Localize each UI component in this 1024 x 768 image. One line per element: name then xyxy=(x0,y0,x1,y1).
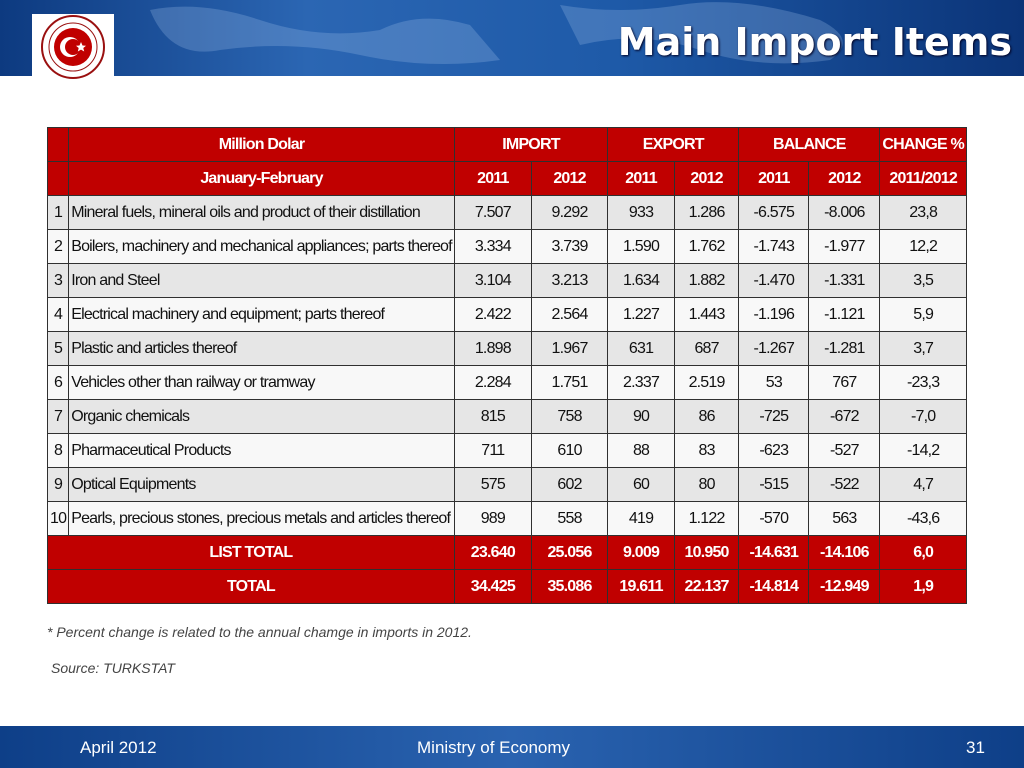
cell-export-2011: 1.634 xyxy=(608,264,675,298)
cell-export-2012: 10.950 xyxy=(674,536,738,570)
row-number: 7 xyxy=(48,400,69,434)
cell-import-2012: 3.739 xyxy=(531,230,607,264)
cell-change: 6,0 xyxy=(880,536,967,570)
table-row xyxy=(48,434,967,468)
cell-export-2011: 90 xyxy=(608,400,675,434)
cell-change: 3,5 xyxy=(880,264,967,298)
slide-number: 31 xyxy=(966,738,985,757)
cell-balance-2011: -1.196 xyxy=(739,298,809,332)
footer-bar xyxy=(0,726,1024,768)
row-number: 6 xyxy=(48,366,69,400)
header-cell-period: January-February xyxy=(69,162,455,196)
cell-change: -23,3 xyxy=(880,366,967,400)
cell-balance-2012: -522 xyxy=(809,468,880,502)
cell-import-2011: 711 xyxy=(454,434,531,468)
cell-balance-2012: 563 xyxy=(809,502,880,536)
row-description: Mineral fuels, mineral oils and product of their distillation xyxy=(69,196,455,230)
cell-change: -43,6 xyxy=(880,502,967,536)
cell-balance-2012: -8.006 xyxy=(809,196,880,230)
cell-export-2011: 60 xyxy=(608,468,675,502)
cell-import-2011: 575 xyxy=(454,468,531,502)
table-row xyxy=(48,298,967,332)
cell-export-2012: 22.137 xyxy=(674,570,738,604)
cell-balance-2011: 53 xyxy=(739,366,809,400)
cell-export-2011: 1.227 xyxy=(608,298,675,332)
cell-balance-2011: -515 xyxy=(739,468,809,502)
header-cell-year: 2011 xyxy=(608,162,675,196)
cell-export-2012: 83 xyxy=(674,434,738,468)
row-description: Boilers, machinery and mechanical appliances; parts thereof xyxy=(69,230,455,264)
cell-import-2012: 2.564 xyxy=(531,298,607,332)
cell-import-2012: 602 xyxy=(531,468,607,502)
import-items-table xyxy=(47,127,967,604)
cell-export-2012: 1.443 xyxy=(674,298,738,332)
cell-import-2012: 3.213 xyxy=(531,264,607,298)
cell-import-2011: 23.640 xyxy=(454,536,531,570)
row-number: 10 xyxy=(48,502,69,536)
header-cell-year: 2012 xyxy=(531,162,607,196)
table-row xyxy=(48,264,967,298)
row-description: Pearls, precious stones, precious metals and articles thereof xyxy=(69,502,455,536)
cell-balance-2012: -1.977 xyxy=(809,230,880,264)
header-cell-year: 2011 xyxy=(739,162,809,196)
cell-import-2011: 2.422 xyxy=(454,298,531,332)
cell-change: 1,9 xyxy=(880,570,967,604)
cell-export-2012: 1.122 xyxy=(674,502,738,536)
cell-change: 23,8 xyxy=(880,196,967,230)
cell-change: -14,2 xyxy=(880,434,967,468)
cell-export-2011: 419 xyxy=(608,502,675,536)
header-cell-unit: Million Dolar xyxy=(69,128,455,162)
footnote: * Percent change is related to the annual chamge in imports in 2012. xyxy=(47,624,472,640)
list-total-label: LIST TOTAL xyxy=(48,536,455,570)
cell-import-2012: 25.056 xyxy=(531,536,607,570)
row-number: 3 xyxy=(48,264,69,298)
cell-import-2011: 7.507 xyxy=(454,196,531,230)
table-row xyxy=(48,230,967,264)
header-cell-blank xyxy=(48,162,69,196)
row-description: Vehicles other than railway or tramway xyxy=(69,366,455,400)
table-row xyxy=(48,502,967,536)
cell-export-2012: 2.519 xyxy=(674,366,738,400)
cell-import-2011: 1.898 xyxy=(454,332,531,366)
header-cell-year: 2012 xyxy=(809,162,880,196)
cell-balance-2012: -1.281 xyxy=(809,332,880,366)
row-description: Plastic and articles thereof xyxy=(69,332,455,366)
table-header-row xyxy=(48,162,967,196)
cell-balance-2011: -14.631 xyxy=(739,536,809,570)
cell-change: 3,7 xyxy=(880,332,967,366)
cell-export-2012: 1.882 xyxy=(674,264,738,298)
cell-import-2012: 610 xyxy=(531,434,607,468)
total-label: TOTAL xyxy=(48,570,455,604)
cell-import-2011: 989 xyxy=(454,502,531,536)
cell-export-2012: 1.762 xyxy=(674,230,738,264)
header-cell-year: 2012 xyxy=(674,162,738,196)
cell-import-2012: 558 xyxy=(531,502,607,536)
header-cell-year: 2011/2012 xyxy=(880,162,967,196)
cell-import-2011: 2.284 xyxy=(454,366,531,400)
table-row xyxy=(48,332,967,366)
row-number: 2 xyxy=(48,230,69,264)
row-number: 4 xyxy=(48,298,69,332)
cell-import-2011: 34.425 xyxy=(454,570,531,604)
cell-balance-2011: -6.575 xyxy=(739,196,809,230)
cell-balance-2011: -623 xyxy=(739,434,809,468)
row-description: Optical Equipments xyxy=(69,468,455,502)
cell-balance-2012: -1.331 xyxy=(809,264,880,298)
cell-export-2012: 687 xyxy=(674,332,738,366)
cell-import-2012: 35.086 xyxy=(531,570,607,604)
cell-balance-2012: -672 xyxy=(809,400,880,434)
cell-import-2012: 758 xyxy=(531,400,607,434)
footer-date: April 2012 xyxy=(80,738,157,757)
row-number: 5 xyxy=(48,332,69,366)
cell-export-2011: 88 xyxy=(608,434,675,468)
cell-balance-2011: -570 xyxy=(739,502,809,536)
cell-balance-2012: 767 xyxy=(809,366,880,400)
header-cell-import: IMPORT xyxy=(454,128,607,162)
cell-import-2012: 1.967 xyxy=(531,332,607,366)
cell-balance-2012: -14.106 xyxy=(809,536,880,570)
page-title: Main Import Items xyxy=(617,20,1012,64)
header-cell-year: 2011 xyxy=(454,162,531,196)
header-cell-change: CHANGE % xyxy=(880,128,967,162)
cell-change: 4,7 xyxy=(880,468,967,502)
cell-change: -7,0 xyxy=(880,400,967,434)
cell-balance-2011: -1.267 xyxy=(739,332,809,366)
cell-balance-2011: -1.470 xyxy=(739,264,809,298)
cell-import-2011: 815 xyxy=(454,400,531,434)
cell-export-2011: 9.009 xyxy=(608,536,675,570)
cell-export-2012: 86 xyxy=(674,400,738,434)
cell-export-2011: 1.590 xyxy=(608,230,675,264)
row-description: Electrical machinery and equipment; parts thereof xyxy=(69,298,455,332)
cell-import-2012: 9.292 xyxy=(531,196,607,230)
header-cell-blank xyxy=(48,128,69,162)
footer-organization: Ministry of Economy xyxy=(417,738,571,757)
row-number: 8 xyxy=(48,434,69,468)
ministry-seal-logo xyxy=(40,14,106,80)
row-description: Pharmaceutical Products xyxy=(69,434,455,468)
cell-export-2011: 19.611 xyxy=(608,570,675,604)
table-row xyxy=(48,366,967,400)
cell-balance-2011: -14.814 xyxy=(739,570,809,604)
cell-change: 5,9 xyxy=(880,298,967,332)
table-header-row xyxy=(48,128,967,162)
table-row xyxy=(48,400,967,434)
cell-export-2012: 1.286 xyxy=(674,196,738,230)
cell-export-2012: 80 xyxy=(674,468,738,502)
cell-export-2011: 933 xyxy=(608,196,675,230)
cell-export-2011: 631 xyxy=(608,332,675,366)
row-description: Iron and Steel xyxy=(69,264,455,298)
table-row xyxy=(48,468,967,502)
cell-import-2011: 3.334 xyxy=(454,230,531,264)
cell-balance-2012: -12.949 xyxy=(809,570,880,604)
header-cell-balance: BALANCE xyxy=(739,128,880,162)
cell-balance-2011: -725 xyxy=(739,400,809,434)
row-number: 1 xyxy=(48,196,69,230)
source-note: Source: TURKSTAT xyxy=(51,660,175,676)
row-number: 9 xyxy=(48,468,69,502)
cell-balance-2012: -1.121 xyxy=(809,298,880,332)
cell-export-2011: 2.337 xyxy=(608,366,675,400)
header-cell-export: EXPORT xyxy=(608,128,739,162)
cell-balance-2011: -1.743 xyxy=(739,230,809,264)
row-description: Organic chemicals xyxy=(69,400,455,434)
total-row xyxy=(48,570,967,604)
cell-import-2011: 3.104 xyxy=(454,264,531,298)
cell-import-2012: 1.751 xyxy=(531,366,607,400)
cell-change: 12,2 xyxy=(880,230,967,264)
table-row xyxy=(48,196,967,230)
list-total-row xyxy=(48,536,967,570)
cell-balance-2012: -527 xyxy=(809,434,880,468)
